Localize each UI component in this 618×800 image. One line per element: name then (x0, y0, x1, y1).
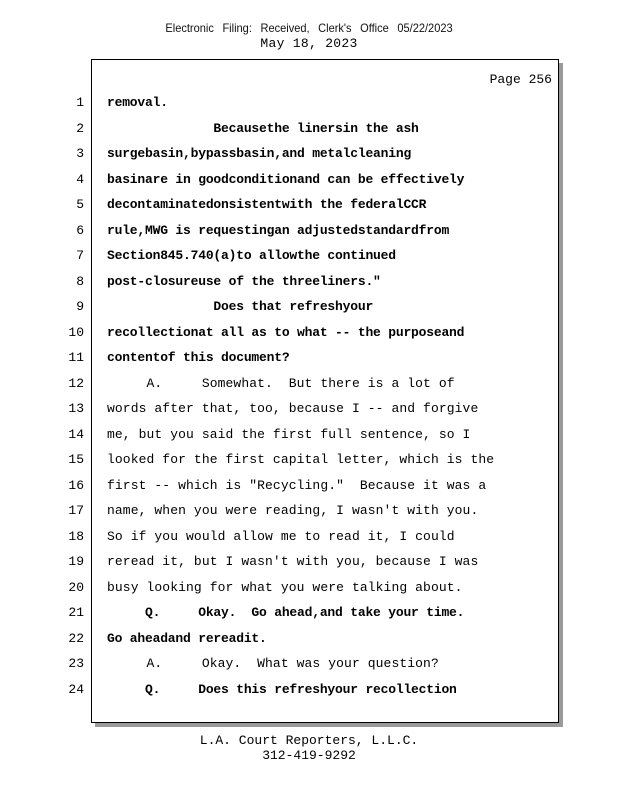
transcript-line: Section845.740(a)to allowthe continued (107, 248, 396, 263)
transcript-line: Q. Does this refreshyour recollection (107, 681, 457, 697)
page-number: Page 256 (489, 72, 552, 87)
line-number: 17 (68, 503, 84, 518)
transcript-line: rule,MWG is requestingan adjustedstandardfrom (107, 222, 450, 238)
line-number: 8 (76, 273, 84, 289)
line-number: 14 (68, 426, 84, 442)
line-number: 11 (68, 350, 84, 365)
line-number: 5 (76, 197, 84, 212)
transcript-line: A. Okay. What was your question? (107, 656, 439, 671)
line-number: 1 (76, 95, 84, 110)
line-number: 20 (68, 579, 84, 595)
transcript-line: busy looking for what you were talking about. (107, 579, 463, 595)
transcript-line: Q. Okay. Go ahead,and take your time. (107, 605, 465, 620)
line-number: 16 (68, 477, 84, 493)
deposition-date: May 18, 2023 (260, 36, 358, 51)
transcript-line: words after that, too, because I -- and forgive (107, 401, 479, 416)
transcript-line: A. Somewhat. But there is a lot of (107, 375, 455, 391)
reporter-company: L.A. Court Reporters, L.L.C. (199, 733, 419, 748)
transcript-line: removal. (107, 95, 168, 110)
line-number: 19 (68, 554, 84, 569)
reporter-phone: 312-419-9292 (262, 748, 356, 763)
transcript-line: Becausethe linersin the ash (107, 120, 419, 136)
footer (0, 733, 618, 763)
line-number: 22 (68, 630, 84, 646)
line-number: 24 (68, 681, 84, 697)
transcript-line: Go aheadand rereadit. (107, 630, 267, 646)
line-number: 18 (68, 528, 84, 544)
transcript-line: recollectionat all as to what -- the purposeand (107, 324, 465, 340)
line-number: 21 (68, 605, 84, 620)
line-number: 9 (76, 299, 84, 314)
line-number: 23 (68, 656, 84, 671)
line-number: 13 (68, 401, 84, 416)
transcript-line: So if you would allow me to read it, I could (107, 528, 455, 544)
transcript-line: reread it, but I wasn't with you, because I was (107, 554, 479, 569)
transcript-line: looked for the first capital letter, which is the (107, 452, 495, 467)
transcript-line: post-closureuse of the threeliners." (107, 273, 381, 289)
line-number: 4 (76, 171, 84, 187)
transcript-line: basinare in goodconditionand can be effectively (107, 171, 465, 187)
filing-stamp: Electronic Filing: Received, Clerk's Office 05/22/2023 (165, 21, 453, 35)
line-number: 15 (68, 452, 84, 467)
line-number: 7 (76, 248, 84, 263)
transcript-line: Does that refreshyour (107, 299, 374, 314)
line-number: 3 (76, 146, 84, 161)
line-number: 2 (76, 120, 84, 136)
transcript-line: first -- which is "Recycling." Because it was a (107, 477, 487, 493)
line-number: 6 (76, 222, 84, 238)
transcript-line: decontaminatedonsistentwith the federalCCR (107, 197, 427, 212)
transcript-line: contentof this document? (107, 350, 290, 365)
line-number: 12 (68, 375, 84, 391)
transcript-line: surgebasin,bypassbasin,and metalcleaning (107, 146, 412, 161)
line-number: 10 (68, 324, 84, 340)
transcript-line: name, when you were reading, I wasn't with you. (107, 503, 479, 518)
transcript-line: me, but you said the first full sentence, so I (107, 426, 471, 442)
